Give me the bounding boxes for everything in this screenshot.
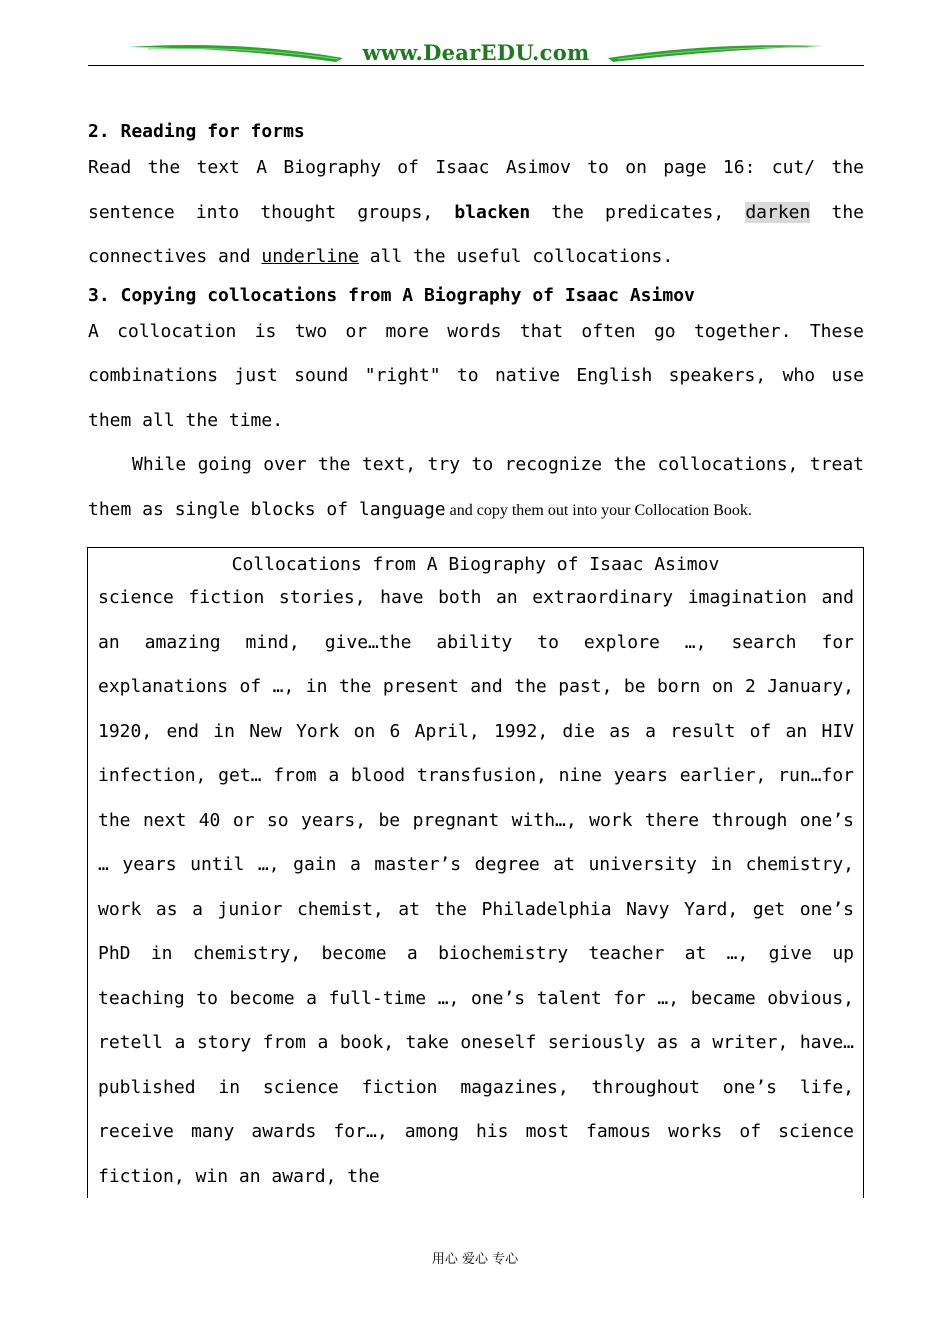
instructions-serif-part: and copy them out into your Collocation Book. (445, 501, 752, 519)
section-heading-collocations: 3. Copying collocations from A Biography of Isaac Asimov (88, 284, 695, 306)
table-title: Collocations from A Biography of Isaac Asimov (231, 554, 720, 575)
darken-word: darken (745, 201, 811, 223)
reading-text-part: the predicates, (530, 201, 746, 223)
reading-text-part: all the useful collocations. (358, 246, 674, 267)
collocation-instructions (88, 443, 864, 533)
blacken-word: blacken (454, 201, 531, 223)
page-footer: 用心 爱心 专心 (431, 1252, 519, 1267)
reading-text-part: the connectives and (88, 201, 864, 267)
collocations-table (87, 547, 864, 1198)
table-body: science fiction stories, have both an extraordinary imagination and an amazing mind, give…the ability to explore …, search for explanations of …, in the present and the past, be born on 2 January, 1920, end in New York on 6 April, 1992, die as a result of an HIV infection, get… from a blood transfusion, nine years earlier, run…for the next 40 or so years, be pregnant with…, work there through one’s … years until …, gain a master’s degree at university in chemistry, work as a junior chemist, at the Philadelphia Navy Yard, get one’s PhD in chemistry, become a biochemistry teacher at …, give up teaching to become a full-time …, one’s talent for …, became obvious, retell a story from a book, take oneself seriously as a writer, have…published in science fiction magazines, throughout one’s life, receive many awards for…, among his most famous works of science fiction, win an award, the (98, 587, 854, 1187)
main-content (88, 122, 864, 533)
underline-word: underline (261, 246, 359, 267)
collocation-definition: A collocation is two or more words that often go together. These combinations just sound "right" to native English speakers, who use them all the time. (88, 320, 864, 431)
site-logo-text[interactable]: www.DearEDU.com (362, 40, 590, 65)
section-heading-reading: 2. Reading for forms (88, 121, 305, 142)
reading-instructions (88, 146, 864, 280)
page-header (88, 38, 864, 68)
instructions-mono-part: While going over the text, try to recognize the collocations, treat them as single blocks of language (88, 454, 864, 520)
reading-text-part: Read the text A Biography of Isaac Asimov to on page 16: cut/ the sentence into thought groups, (88, 157, 864, 223)
header-rule (88, 65, 864, 66)
